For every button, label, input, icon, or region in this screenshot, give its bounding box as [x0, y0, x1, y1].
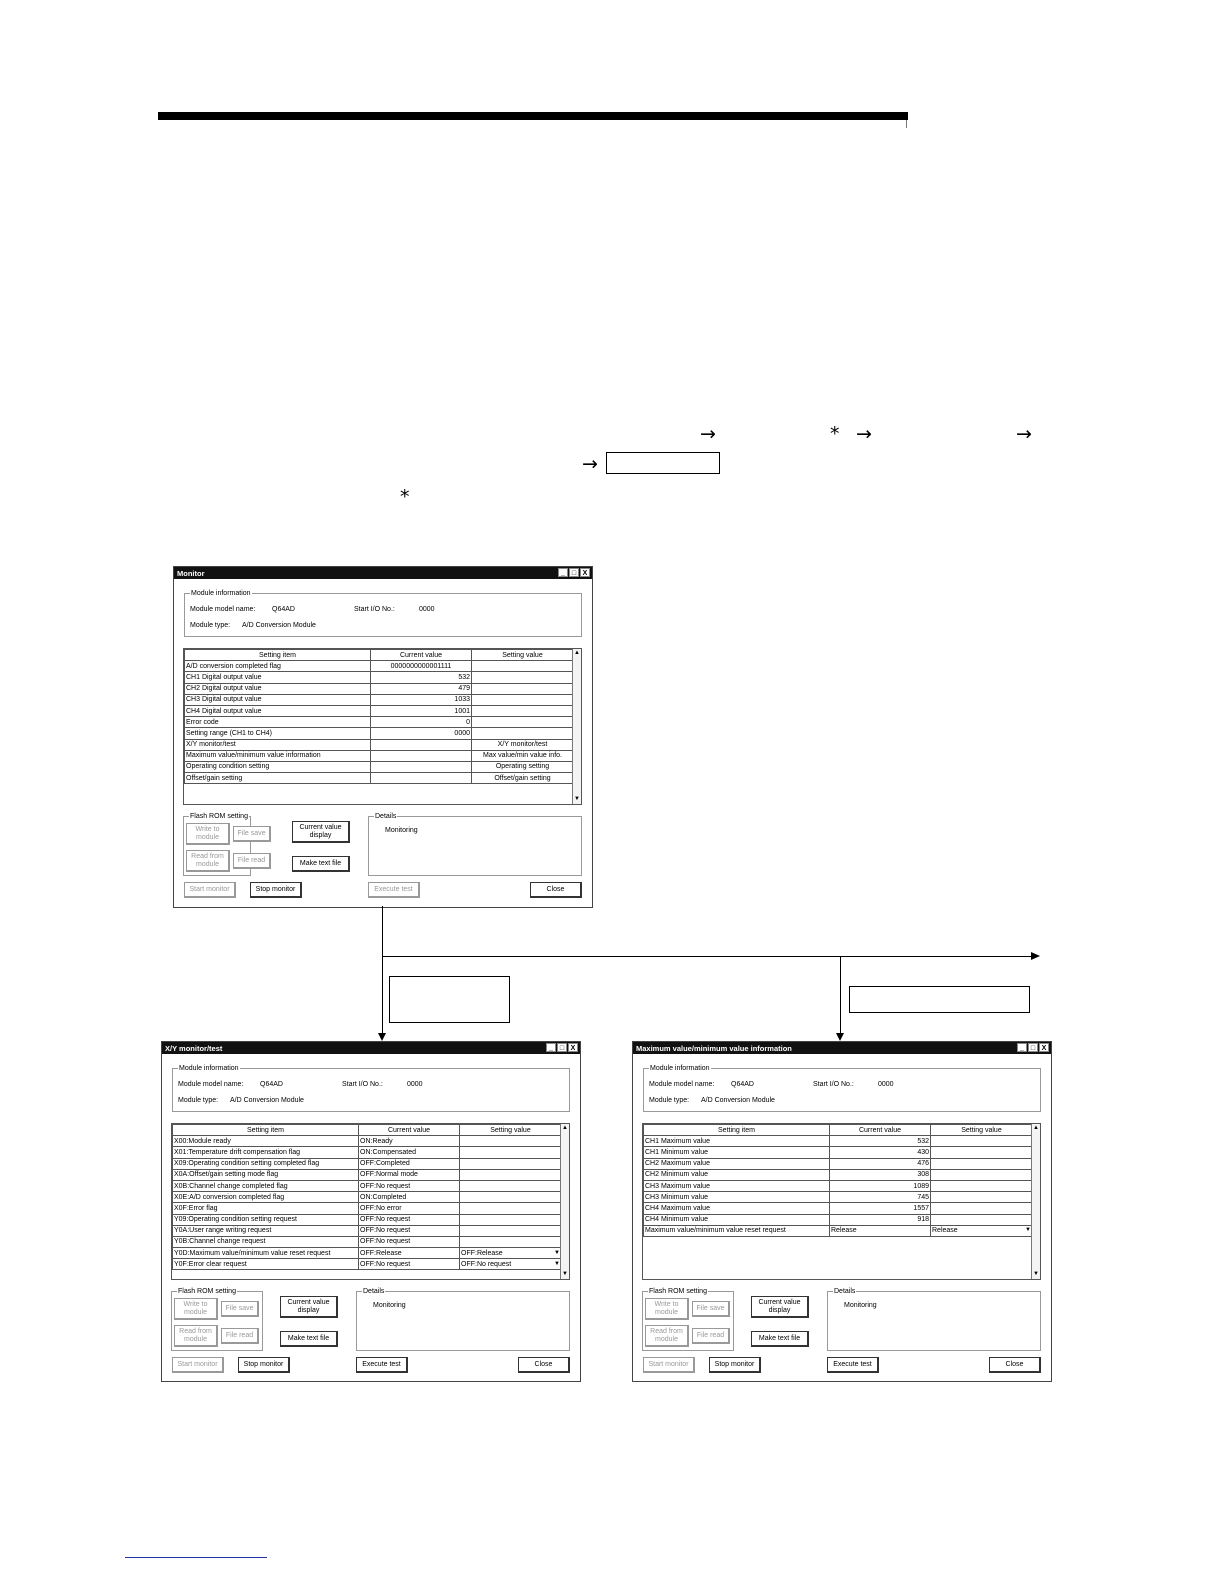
header-rule [158, 112, 908, 120]
current-value [371, 773, 472, 784]
current-value: 430 [830, 1147, 931, 1158]
stop-monitor-button[interactable]: Stop monitor [250, 882, 302, 898]
xy-monitor-test-button[interactable]: X/Y monitor/test [472, 739, 574, 750]
table-row[interactable] [173, 1225, 562, 1236]
setting-item: CH1 Maximum value [644, 1136, 830, 1147]
setting-item: Operating condition setting [185, 761, 371, 772]
setting-item: CH2 Digital output value [185, 683, 371, 694]
close-window-button[interactable]: X [580, 568, 590, 577]
setting-item: Y0B:Channel change request [173, 1236, 359, 1247]
module-info-group [643, 1065, 1041, 1112]
current-value: 532 [830, 1136, 931, 1147]
current-value-display-button[interactable]: Current value display [280, 1296, 338, 1318]
table-row[interactable] [644, 1169, 1033, 1180]
setting-item: X/Y monitor/test [185, 739, 371, 750]
start-monitor-button[interactable]: Start monitor [172, 1357, 224, 1373]
make-text-file-button[interactable]: Make text file [292, 856, 350, 872]
setting-item: Y0F:Error clear request [173, 1259, 359, 1270]
select-value: OFF:No request [461, 1260, 512, 1268]
connector-horizontal [382, 956, 1032, 957]
current-value: Release [830, 1225, 931, 1236]
type-label: Module type: [649, 1097, 690, 1104]
model-value: Q64AD [272, 606, 295, 613]
current-value: ON:Compensated [359, 1147, 460, 1158]
scroll-down-icon[interactable]: ▼ [574, 796, 580, 802]
header-current-value: Current value [359, 1125, 460, 1136]
setting-value [460, 1192, 562, 1203]
setting-value [460, 1136, 562, 1147]
current-value: 308 [830, 1169, 931, 1180]
setting-item: CH3 Maximum value [644, 1180, 830, 1191]
setting-value [472, 672, 574, 683]
setting-value [472, 717, 574, 728]
header-setting-value: Setting value [472, 650, 574, 661]
file-read-button[interactable]: File read [221, 1328, 259, 1344]
current-value: 479 [371, 683, 472, 694]
setting-item: Y0D:Maximum value/minimum value reset request [173, 1248, 359, 1259]
table-row[interactable] [173, 1259, 562, 1270]
details-text: Monitoring [844, 1302, 877, 1309]
offset-gain-setting-button[interactable]: Offset/gain setting [472, 773, 574, 784]
select-value: Release [932, 1227, 958, 1235]
current-value: OFF:No request [359, 1225, 460, 1236]
reset-request-select[interactable] [931, 1225, 1033, 1236]
current-value: OFF:No request [359, 1214, 460, 1225]
table-row[interactable] [185, 773, 574, 784]
error-clear-select[interactable] [460, 1259, 562, 1270]
close-button[interactable]: Close [989, 1357, 1041, 1373]
details-group [368, 813, 582, 876]
label-frame-left [389, 976, 510, 1023]
table-row[interactable] [185, 717, 574, 728]
title-bar [174, 567, 592, 579]
minimize-button[interactable]: _ [558, 568, 568, 577]
scroll-down-icon[interactable]: ▼ [562, 1271, 568, 1277]
write-to-module-button[interactable]: Write to module [186, 823, 230, 845]
setting-value [472, 728, 574, 739]
setting-value [460, 1180, 562, 1191]
setting-item: Error code [185, 717, 371, 728]
table-row[interactable] [185, 739, 574, 750]
current-value: ON:Ready [359, 1136, 460, 1147]
footnote-asterisk: * [400, 486, 410, 508]
chevron-down-icon[interactable]: ▼ [554, 1249, 560, 1256]
details-legend: Details [375, 813, 397, 820]
chevron-down-icon[interactable]: ▼ [554, 1260, 560, 1267]
setting-value [931, 1192, 1033, 1203]
module-info-legend: Module information [179, 1065, 239, 1072]
write-to-module-button[interactable]: Write to module [174, 1298, 218, 1320]
setting-value [931, 1203, 1033, 1214]
chevron-down-icon[interactable]: ▼ [1025, 1227, 1031, 1234]
settings-grid [183, 648, 582, 805]
minimize-button[interactable]: _ [1017, 1043, 1027, 1052]
table-row[interactable] [644, 1158, 1033, 1169]
table-row[interactable] [185, 750, 574, 761]
current-value: OFF:Completed [359, 1158, 460, 1169]
start-io-label: Start I/O No.: [813, 1081, 854, 1088]
module-info-group [172, 1065, 570, 1112]
table-row[interactable] [644, 1136, 1033, 1147]
header-rule-tick [906, 120, 907, 128]
table-row[interactable] [185, 694, 574, 705]
setting-item: X0F:Error flag [173, 1203, 359, 1214]
xy-monitor-test-window [161, 1041, 581, 1382]
current-value: OFF:No request [359, 1259, 460, 1270]
setting-item: Y0A:User range writing request [173, 1225, 359, 1236]
read-from-module-button[interactable]: Read from module [174, 1325, 218, 1347]
setting-item: X0A:Offset/gain setting mode flag [173, 1169, 359, 1180]
vertical-scrollbar[interactable] [560, 1124, 569, 1279]
setting-item: X01:Temperature drift compensation flag [173, 1147, 359, 1158]
start-io-label: Start I/O No.: [354, 606, 395, 613]
current-value: 476 [830, 1158, 931, 1169]
current-value: 0 [371, 717, 472, 728]
file-read-button[interactable]: File read [233, 853, 271, 869]
vertical-scrollbar[interactable] [1031, 1124, 1040, 1279]
max-min-info-button[interactable]: Max value/min value info. [472, 750, 574, 761]
maximize-button[interactable]: □ [569, 568, 579, 577]
current-value: ON:Completed [359, 1192, 460, 1203]
current-value: 0000000000001111 [371, 661, 472, 672]
stop-monitor-button[interactable]: Stop monitor [238, 1357, 290, 1373]
table-row[interactable] [644, 1203, 1033, 1214]
setting-value [472, 694, 574, 705]
table-row[interactable] [185, 672, 574, 683]
header-current-value: Current value [371, 650, 472, 661]
setting-value [460, 1203, 562, 1214]
grid-header [185, 650, 574, 661]
setting-item: CH1 Minimum value [644, 1147, 830, 1158]
current-value: 1089 [830, 1180, 931, 1191]
select-value: OFF:Release [461, 1249, 503, 1257]
header-setting-item: Setting item [185, 650, 371, 661]
file-save-button[interactable]: File save [692, 1301, 730, 1317]
current-value [371, 739, 472, 750]
file-save-button[interactable]: File save [233, 826, 271, 842]
setting-item: Maximum value/minimum value reset request [644, 1225, 830, 1236]
footer-link-underline[interactable] [125, 1557, 267, 1558]
table-row[interactable] [173, 1158, 562, 1169]
nav-arrow-1: → [700, 423, 716, 445]
current-value [371, 761, 472, 772]
setting-item: X09:Operating condition setting completed flag [173, 1158, 359, 1169]
monitor-window [173, 566, 593, 908]
current-value: OFF:No request [359, 1236, 460, 1247]
nav-arrow-2: → [856, 423, 872, 445]
type-label: Module type: [190, 622, 231, 629]
current-value: OFF:Normal mode [359, 1169, 460, 1180]
model-label: Module model name: [178, 1081, 244, 1088]
table-row[interactable] [173, 1147, 562, 1158]
make-text-file-button[interactable]: Make text file [280, 1331, 338, 1347]
table-row[interactable] [173, 1169, 562, 1180]
current-value: OFF:Release [359, 1248, 460, 1259]
setting-item: CH4 Maximum value [644, 1203, 830, 1214]
setting-value [472, 705, 574, 716]
grid-header [173, 1125, 562, 1136]
setting-value [460, 1236, 562, 1247]
details-legend: Details [363, 1288, 385, 1295]
start-monitor-button[interactable]: Start monitor [643, 1357, 695, 1373]
setting-value [931, 1147, 1033, 1158]
setting-value [931, 1158, 1033, 1169]
title-bar [162, 1042, 580, 1054]
title-bar [633, 1042, 1051, 1054]
setting-value [931, 1169, 1033, 1180]
type-value: A/D Conversion Module [701, 1097, 775, 1104]
reset-request-select[interactable] [460, 1248, 562, 1259]
table-row[interactable] [644, 1214, 1033, 1225]
model-value: Q64AD [731, 1081, 754, 1088]
details-group [356, 1288, 570, 1351]
setting-value [460, 1147, 562, 1158]
setting-value [460, 1169, 562, 1180]
scroll-up-icon[interactable]: ▲ [574, 650, 580, 656]
scroll-up-icon[interactable]: ▲ [1033, 1125, 1039, 1131]
setting-item: A/D conversion completed flag [185, 661, 371, 672]
setting-item: CH2 Maximum value [644, 1158, 830, 1169]
table-row[interactable] [644, 1147, 1033, 1158]
window-title: Monitor [177, 569, 205, 578]
setting-item: CH3 Minimum value [644, 1192, 830, 1203]
flash-rom-legend: Flash ROM setting [190, 813, 248, 820]
execute-test-button[interactable]: Execute test [827, 1357, 879, 1373]
stop-monitor-button[interactable]: Stop monitor [709, 1357, 761, 1373]
setting-item: CH3 Digital output value [185, 694, 371, 705]
table-row[interactable] [173, 1180, 562, 1191]
details-text: Monitoring [385, 827, 418, 834]
header-setting-item: Setting item [644, 1125, 830, 1136]
window-title: Maximum value/minimum value information [636, 1044, 792, 1053]
close-window-button[interactable]: X [1039, 1043, 1049, 1052]
setting-value [931, 1180, 1033, 1191]
connector-vertical-right [840, 956, 841, 1034]
close-button[interactable]: Close [518, 1357, 570, 1373]
setting-item: Setting range (CH1 to CH4) [185, 728, 371, 739]
setting-value [472, 683, 574, 694]
setting-item: CH4 Digital output value [185, 705, 371, 716]
nav-button-frame [606, 452, 720, 474]
table-row[interactable] [173, 1203, 562, 1214]
table-row[interactable] [173, 1236, 562, 1247]
nav-asterisk-1: * [830, 423, 840, 445]
setting-item: Maximum value/minimum value information [185, 750, 371, 761]
setting-value [460, 1214, 562, 1225]
setting-value [931, 1214, 1033, 1225]
table-row[interactable] [173, 1214, 562, 1225]
current-value: 0000 [371, 728, 472, 739]
current-value: 1033 [371, 694, 472, 705]
type-value: A/D Conversion Module [230, 1097, 304, 1104]
model-label: Module model name: [649, 1081, 715, 1088]
header-setting-value: Setting value [931, 1125, 1033, 1136]
current-value: OFF:No error [359, 1203, 460, 1214]
window-title: X/Y monitor/test [165, 1044, 223, 1053]
scroll-down-icon[interactable]: ▼ [1033, 1271, 1039, 1277]
setting-value [460, 1158, 562, 1169]
maximize-button[interactable]: □ [557, 1043, 567, 1052]
close-button[interactable]: Close [530, 882, 582, 898]
execute-test-button[interactable]: Execute test [356, 1357, 408, 1373]
execute-test-button[interactable]: Execute test [368, 882, 420, 898]
start-io-value: 0000 [878, 1081, 894, 1088]
arrow-down-icon [836, 1033, 844, 1041]
header-current-value: Current value [830, 1125, 931, 1136]
table-row[interactable] [644, 1225, 1033, 1236]
setting-item: Y09:Operating condition setting request [173, 1214, 359, 1225]
current-value: OFF:No request [359, 1180, 460, 1191]
current-value-display-button[interactable]: Current value display [751, 1296, 809, 1318]
arrow-right-icon [1031, 952, 1040, 960]
vertical-scrollbar[interactable] [572, 649, 581, 804]
minimize-button[interactable]: _ [546, 1043, 556, 1052]
current-value: 745 [830, 1192, 931, 1203]
setting-value [472, 661, 574, 672]
type-value: A/D Conversion Module [242, 622, 316, 629]
settings-grid [642, 1123, 1041, 1280]
max-min-info-window [632, 1041, 1052, 1382]
table-row[interactable] [644, 1180, 1033, 1191]
current-value: 918 [830, 1214, 931, 1225]
table-row[interactable] [185, 683, 574, 694]
table-row[interactable] [185, 728, 574, 739]
setting-item: X00:Module ready [173, 1136, 359, 1147]
module-info-legend: Module information [650, 1065, 710, 1072]
start-io-label: Start I/O No.: [342, 1081, 383, 1088]
details-legend: Details [834, 1288, 856, 1295]
model-value: Q64AD [260, 1081, 283, 1088]
table-row[interactable] [173, 1136, 562, 1147]
setting-item: X0E:A/D conversion completed flag [173, 1192, 359, 1203]
operating-setting-button[interactable]: Operating setting [472, 761, 574, 772]
label-frame-right [849, 986, 1030, 1013]
setting-item: CH1 Digital output value [185, 672, 371, 683]
grid-header [644, 1125, 1033, 1136]
current-value: 1557 [830, 1203, 931, 1214]
connector-vertical-main [382, 906, 383, 1034]
start-monitor-button[interactable]: Start monitor [184, 882, 236, 898]
type-label: Module type: [178, 1097, 219, 1104]
table-row[interactable] [173, 1192, 562, 1203]
details-group [827, 1288, 1041, 1351]
make-text-file-button[interactable]: Make text file [751, 1331, 809, 1347]
current-value: 532 [371, 672, 472, 683]
setting-value [931, 1136, 1033, 1147]
module-info-legend: Module information [191, 590, 251, 597]
setting-item: CH2 Minimum value [644, 1169, 830, 1180]
write-to-module-button[interactable]: Write to module [645, 1298, 689, 1320]
setting-value [460, 1225, 562, 1236]
module-info-group [184, 590, 582, 637]
file-read-button[interactable]: File read [692, 1328, 730, 1344]
read-from-module-button[interactable]: Read from module [186, 850, 230, 872]
table-row[interactable] [644, 1192, 1033, 1203]
scroll-up-icon[interactable]: ▲ [562, 1125, 568, 1131]
details-text: Monitoring [373, 1302, 406, 1309]
table-row[interactable] [185, 705, 574, 716]
model-label: Module model name: [190, 606, 256, 613]
setting-item: CH4 Minimum value [644, 1214, 830, 1225]
flash-rom-legend: Flash ROM setting [649, 1288, 707, 1295]
table-row[interactable] [185, 661, 574, 672]
header-setting-value: Setting value [460, 1125, 562, 1136]
close-window-button[interactable]: X [568, 1043, 578, 1052]
settings-grid [171, 1123, 570, 1280]
nav-arrow-3: → [1016, 423, 1032, 445]
flash-rom-legend: Flash ROM setting [178, 1288, 236, 1295]
file-save-button[interactable]: File save [221, 1301, 259, 1317]
read-from-module-button[interactable]: Read from module [645, 1325, 689, 1347]
setting-item: Offset/gain setting [185, 773, 371, 784]
header-setting-item: Setting item [173, 1125, 359, 1136]
start-io-value: 0000 [407, 1081, 423, 1088]
table-row[interactable] [185, 761, 574, 772]
nav-arrow-4: → [582, 453, 598, 475]
table-row[interactable] [173, 1248, 562, 1259]
start-io-value: 0000 [419, 606, 435, 613]
arrow-down-icon [378, 1033, 386, 1041]
current-value-display-button[interactable]: Current value display [292, 821, 350, 843]
maximize-button[interactable]: □ [1028, 1043, 1038, 1052]
current-value [371, 750, 472, 761]
current-value: 1001 [371, 705, 472, 716]
setting-item: X0B:Channel change completed flag [173, 1180, 359, 1191]
